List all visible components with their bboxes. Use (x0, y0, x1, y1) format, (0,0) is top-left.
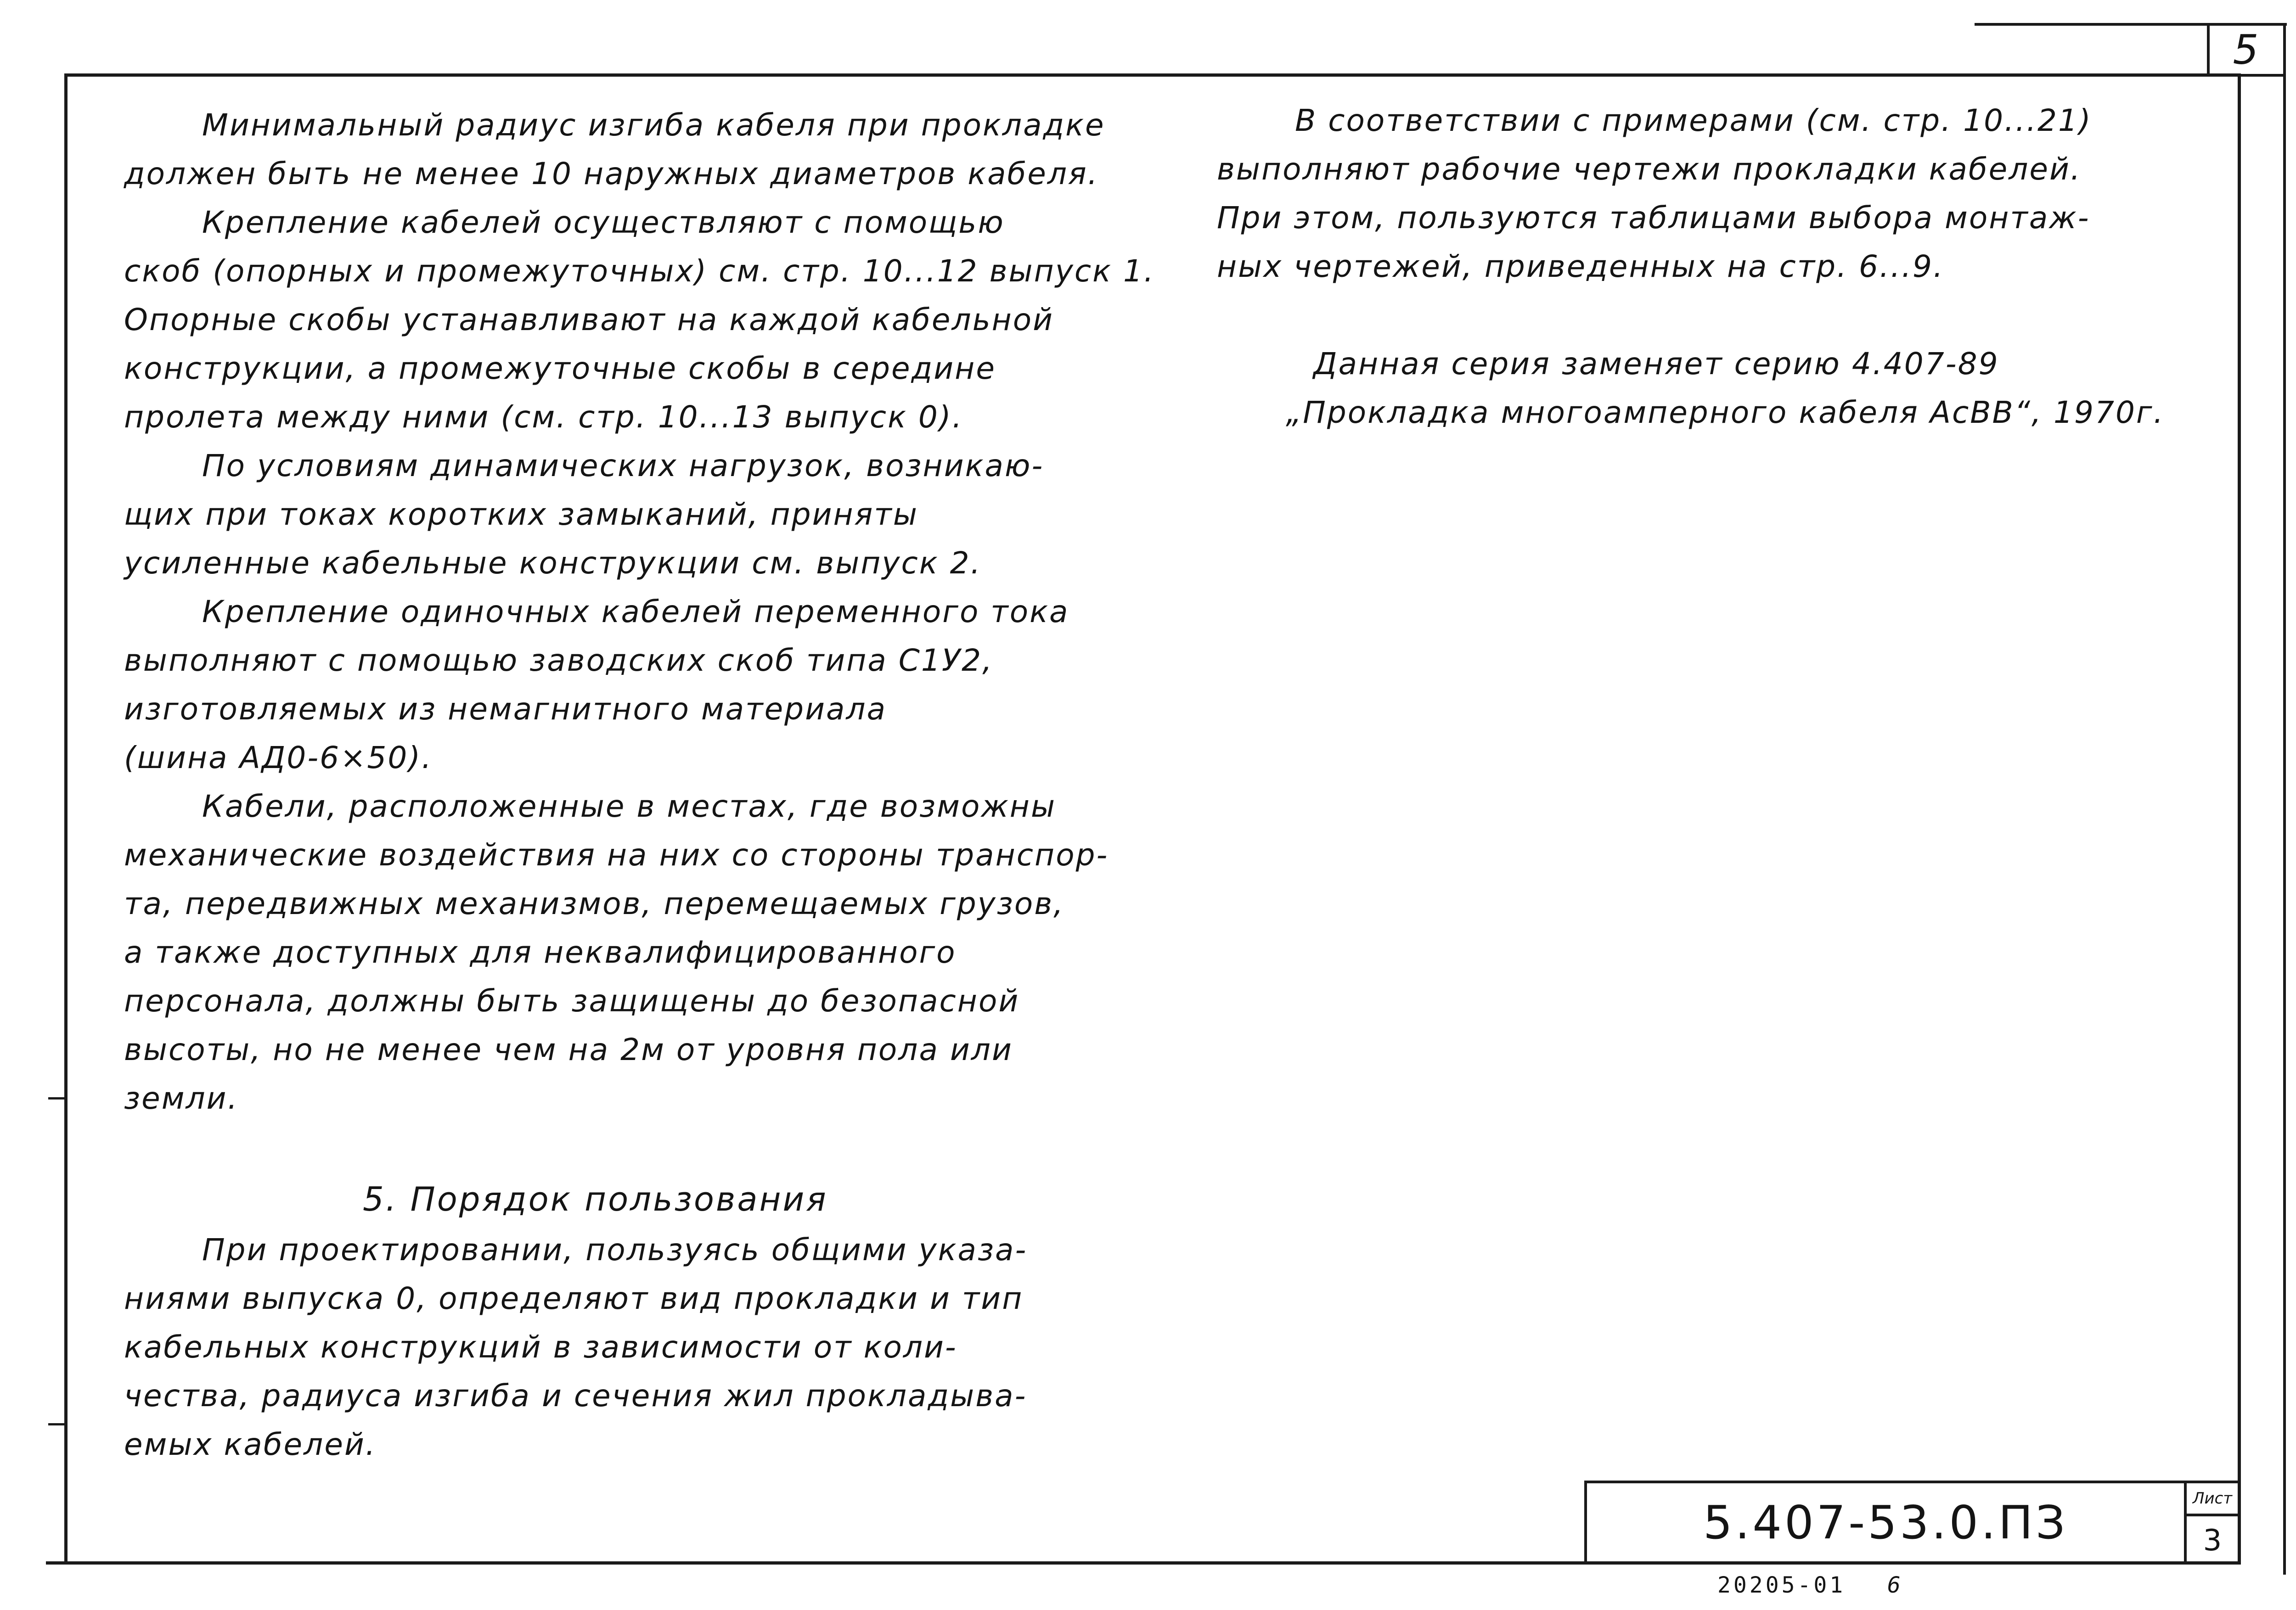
text-line: Крепление одиночных кабелей переменного тока (202, 594, 1069, 629)
text-line: Опорные скобы устанавливают на каждой кабельной (124, 302, 1054, 337)
text-line: выполняют с помощью заводских скоб типа С1У2, (124, 643, 994, 678)
text-line: ных чертежей, приведенных на стр. 6...9. (1217, 249, 1944, 284)
frame-right (2238, 73, 2241, 1565)
text-line: ниями выпуска 0, определяют вид прокладки и тип (124, 1281, 1024, 1316)
text-line: должен быть не менее 10 наружных диаметров кабеля. (124, 156, 1099, 191)
text-line: Кабели, расположенные в местах, где возможны (202, 789, 1057, 824)
archive-suffix: 6 (1887, 1572, 1901, 1598)
frame-left (64, 73, 68, 1565)
archive-number: 20205-01 (1717, 1572, 1846, 1598)
text-line: „Прокладка многоамперного кабеля АсВВ“, 1970г. (1286, 395, 2165, 430)
sheet-corner-box (2207, 23, 2286, 77)
text-line: В соответствии с примерами (см. стр. 10...21) (1295, 103, 2092, 138)
text-line: механические воздействия на них со стороны транспор- (124, 837, 1109, 873)
text-line: кабельных конструкций в зависимости от коли- (124, 1330, 957, 1365)
sheet-number: 3 (2203, 1523, 2222, 1558)
document-code: 5.407-53.0.ПЗ (1703, 1496, 2068, 1549)
text-line: Минимальный радиус изгиба кабеля при прокладке (202, 107, 1105, 143)
text-line: По условиям динамических нагрузок, возникаю- (202, 448, 1044, 483)
title-block-code (1584, 1481, 2187, 1565)
binding-tick-2 (48, 1423, 65, 1425)
title-block-sheet (2184, 1481, 2241, 1565)
text-line: усиленные кабельные конструкции см. выпуск 2. (124, 545, 982, 581)
text-line: чества, радиуса изгиба и сечения жил прокладыва- (124, 1378, 1027, 1414)
text-line: а также доступных для неквалифицированного (124, 935, 957, 970)
section-text (124, 1226, 1027, 1469)
text-line: Данная серия заменяет серию 4.407-89 (1313, 346, 1999, 381)
text-line: щих при токах коротких замыканий, приняты (124, 497, 918, 532)
text-line: (шина АД0-6×50). (124, 740, 433, 775)
text-line: земли. (124, 1081, 239, 1116)
text-line: При этом, пользуются таблицами выбора монтаж- (1217, 200, 2090, 236)
text-line: конструкции, а промежуточные скобы в середине (124, 351, 996, 386)
frame-top (64, 73, 2241, 77)
text-line: Крепление кабелей осуществляют с помощью (202, 205, 1005, 240)
left-text-column (124, 101, 1155, 1123)
text-line: скоб (опорных и промежуточных) см. стр. 10...12 выпуск 1. (124, 253, 1155, 289)
text-line: выполняют рабочие чертежи прокладки кабелей. (1217, 151, 2082, 187)
section-heading: 5. Порядок пользования (363, 1180, 828, 1218)
text-line: пролета между ними (см. стр. 10...13 выпуск 0). (124, 399, 963, 435)
text-line: высоты, но не менее чем на 2м от уровня пола или (124, 1032, 1013, 1067)
text-line: персонала, должны быть защищены до безопасной (124, 983, 1020, 1019)
sheet-label: Лист (2192, 1489, 2233, 1508)
text-line: При проектировании, пользуясь общими указа- (202, 1232, 1028, 1268)
text-line: изготовляемых из немагнитного материала (124, 691, 887, 727)
text-line: емых кабелей. (124, 1427, 377, 1462)
frame-right-outer-edge (2283, 23, 2286, 1575)
text-line: та, передвижных механизмов, перемещаемых грузов, (124, 886, 1065, 921)
right-text-column (1217, 96, 2092, 291)
binding-tick-1 (48, 1097, 65, 1100)
series-note (1286, 340, 2165, 437)
sheet-corner-number: 5 (2233, 26, 2260, 73)
